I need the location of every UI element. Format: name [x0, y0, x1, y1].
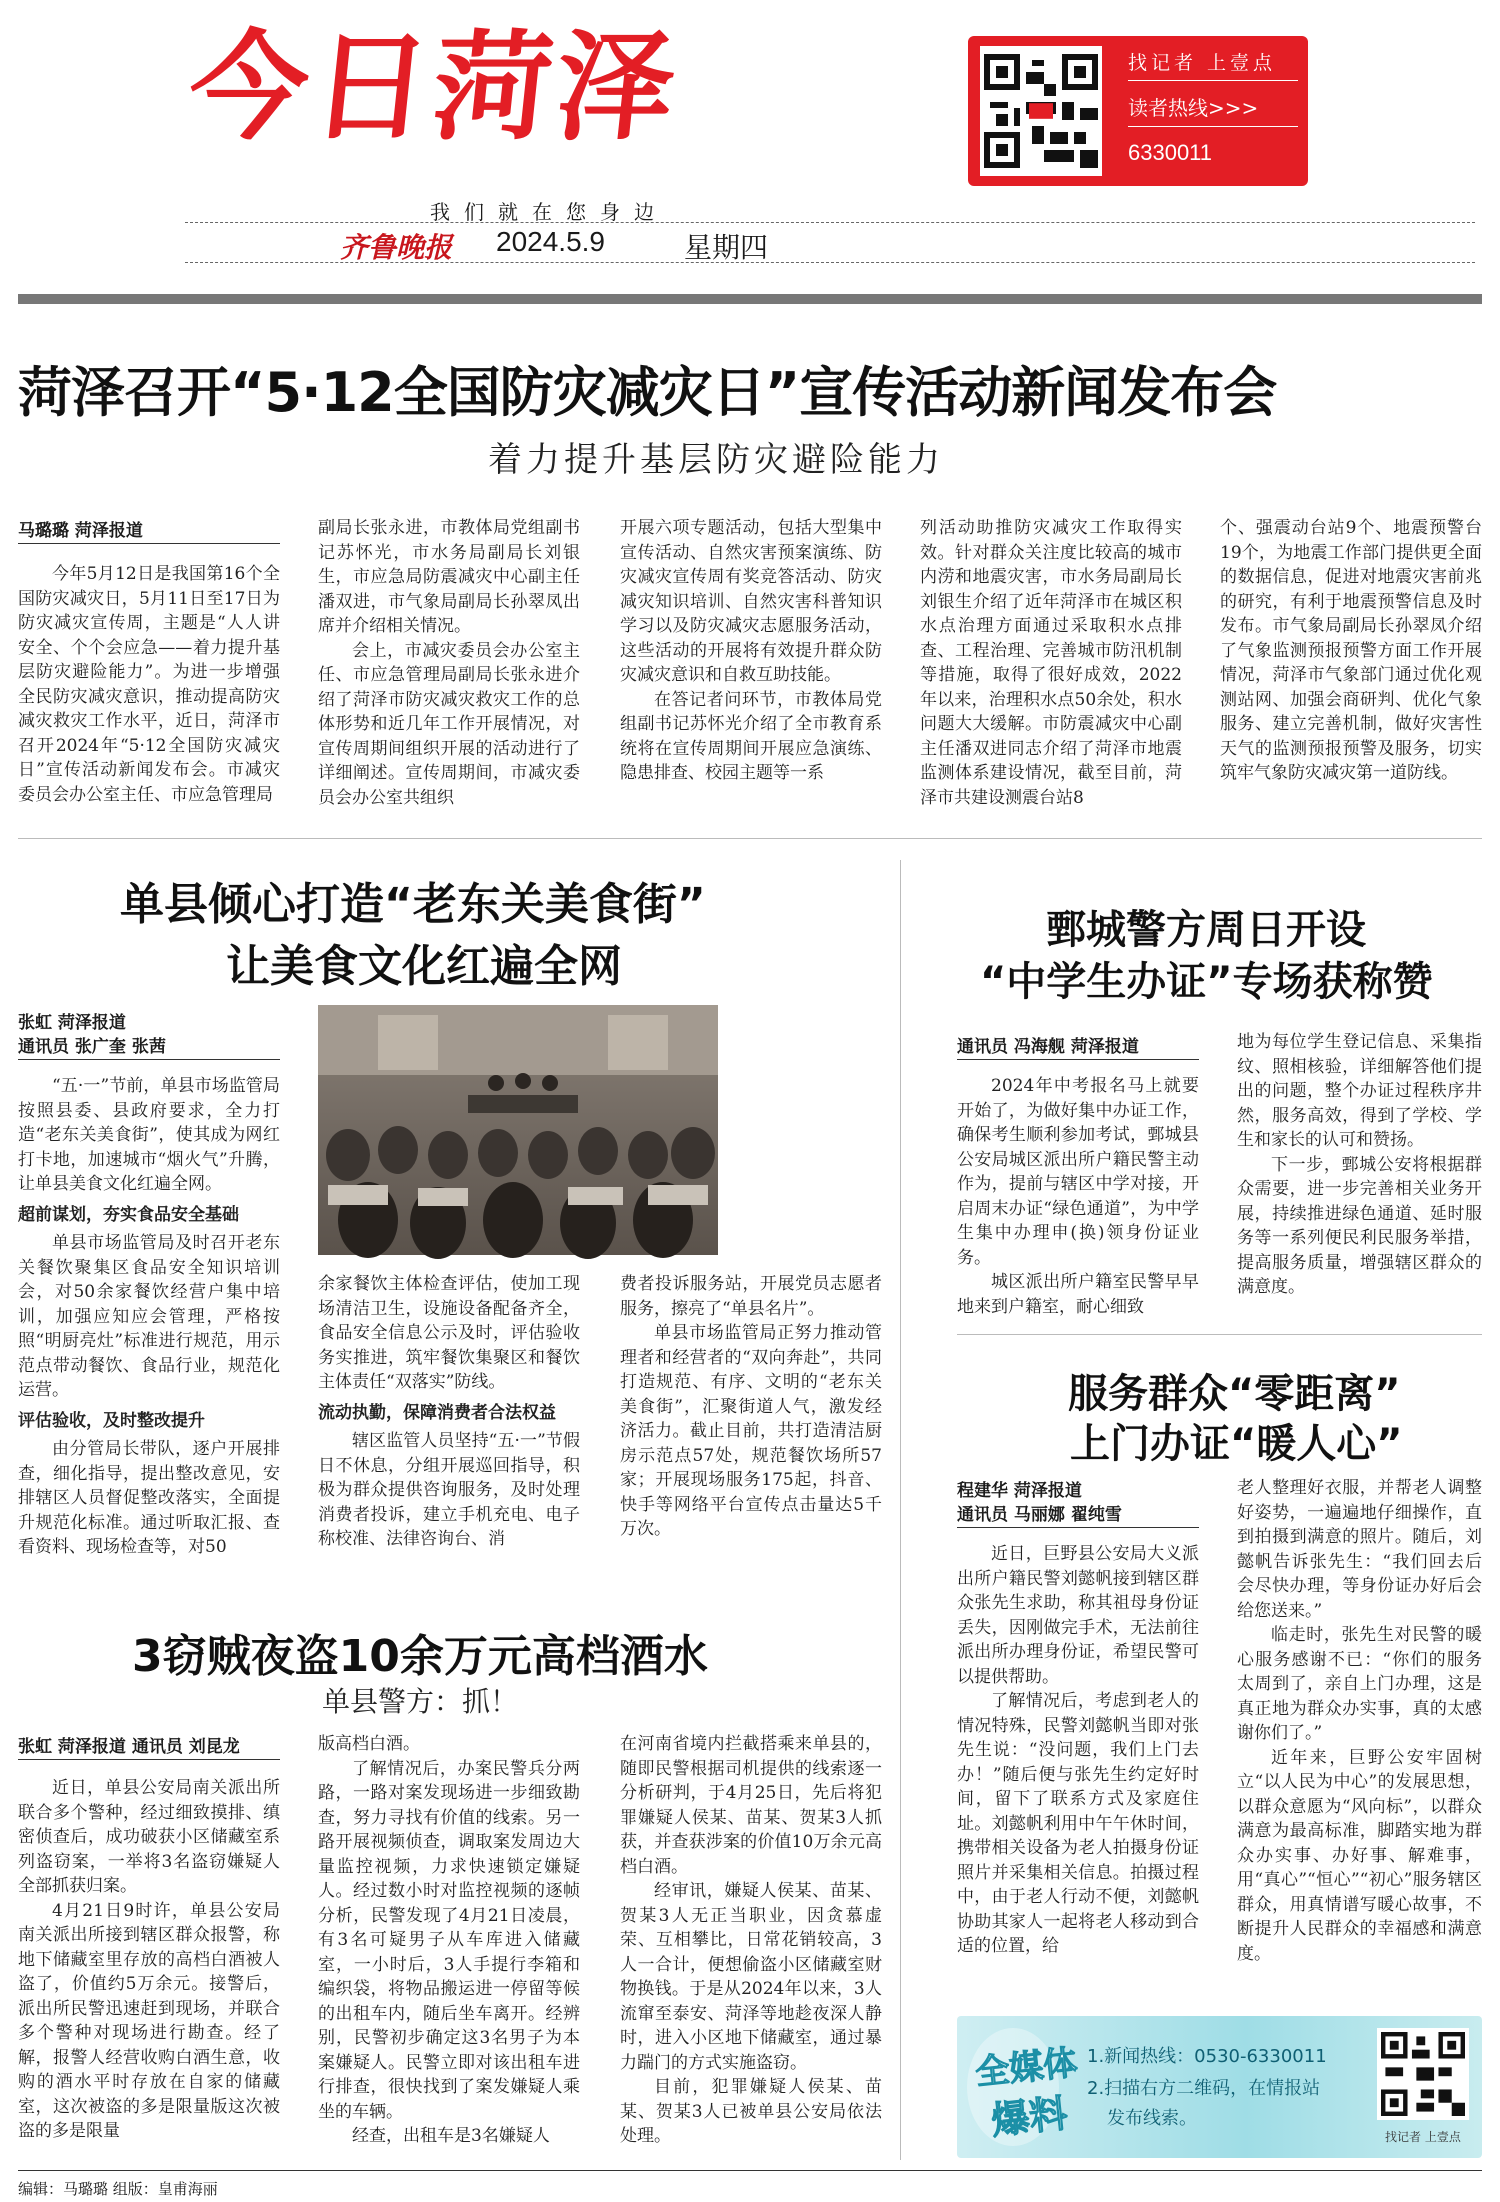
- hotline-number[interactable]: 6330011: [1128, 140, 1213, 165]
- food-byline-correspondents: 通讯员 张广奎 张茜: [18, 1032, 280, 1060]
- footer-rule: [18, 2170, 1482, 2171]
- redbox-rule: [1128, 126, 1298, 127]
- column-divider: [900, 860, 901, 2160]
- paper-name: 齐鲁晚报: [340, 231, 453, 264]
- service-headline-line1[interactable]: 服务群众“零距离”: [1068, 1371, 1401, 1417]
- juancheng-headline-line2[interactable]: “中学生办证”专场获称赞: [980, 959, 1433, 1005]
- service-column-1: 近日，巨野县公安局大义派出所户籍民警刘懿帆接到辖区群众张先生求助，称其祖母身份证丢失，因刚做完手术，无法前往派出所办理身份证，希望民警可以提供帮助。 了解情况后，考虑到老人的情况特殊，民警刘懿帆当即对张先生说：“没问题，我们上门去办！”随后便与张先生约定好时间，留下了联系方式及家庭住址。刘懿帆利用中午午休时间，携带相关设备为老人拍摄身份证照片并采集相关信息。拍摄过程中，由于老人行动不便，刘懿帆协助其家人一起将老人移动到合适的位置，给: [957, 1544, 1199, 1956]
- redbox-rule: [1128, 80, 1298, 81]
- banner-caption: 找记者 上壹点: [1385, 2130, 1461, 2144]
- lead-column-2: 副局长张永进，市教体局党组副书记苏怀光，市水务局副局长刘银生，市应急局防震减灾中心副主任潘双进，市气象局副局长孙翠凤出席并介绍相关情况。 会上，市减灾委员会办公室主任、市应急管理局副局长张永进介绍了菏泽市防灾减灾救灾工作的总体形势和近几年工作开展情况，对宣传周期间组织开展的活动进行了详细阐述。宣传周期间，市减灾委员会办公室共组织: [318, 518, 580, 808]
- masthead-slogan: 我们就在您身边: [430, 200, 668, 224]
- section-divider: [957, 1334, 1482, 1335]
- juancheng-headline-line1[interactable]: 鄄城警方周日开设: [1046, 907, 1366, 953]
- banner-line-3: 发布线索。: [1107, 2108, 1197, 2129]
- masthead-bar: [18, 294, 1482, 304]
- banner-title-line1: 全媒体: [973, 2042, 1080, 2094]
- banner-title-line2: 爆料: [989, 2091, 1070, 2143]
- theft-byline: 张虹 菏泽报道 通讯员 刘昆龙: [18, 1732, 280, 1760]
- theft-column-1: 近日，单县公安局南关派出所联合多个警种，经过细致摸排、缜密侦查后，成功破获小区储藏室系列盗窃案，一举将3名盗窃嫌疑人全部抓获归案。 4月21日9时许，单县公安局南关派出所接到辖区群众报警，称地下储藏室里存放的高档白酒被人盗了，价值约5万余元。接警后，派出所民警迅速赶到现场，并联合多个警种对现场进行勘查。经了解，报警人经营收购白酒生意，收购的酒水平时存放在自家的储藏室，这次被盗的多是限量版这次被盗的多是限量: [18, 1778, 280, 2141]
- food-section-heading: 评估验收，及时整改提升: [18, 1410, 205, 1431]
- lead-column-4: 列活动助推防灾减灾工作取得实效。针对群众关注度比较高的城市内涝和地震灾害，市水务局副局长刘银生介绍了近年菏泽市在城区积水点治理方面通过采取积水点排查、工程治理、完善城市防汛机制等措施，取得了很好成效，2022年以来，治理积水点50余处，积水问题大大缓解。市防震减灾中心副主任潘双进同志介绍了菏泽市地震监测体系建设情况，截至目前，菏泽市共建设测震台站8: [920, 518, 1182, 808]
- section-divider: [18, 838, 1482, 839]
- lead-column-5: 个、强震动台站9个、地震预警台19个，为地震工作部门提供更全面的数据信息，促进对地震灾害前兆的研究，有利于地震预警信息及时发布。市气象局副局长孙翠凤介绍了气象监测预报预警方面工作开展情况，菏泽市气象部门通过优化观测站网、加强会商研判、优化气象服务、建立完善机制，做好灾害性天气的监测预报预警及服务，切实筑牢气象防灾减灾第一道防线。: [1220, 518, 1482, 783]
- issue-weekday: 星期四: [684, 231, 769, 264]
- qr-code-icon[interactable]: [980, 46, 1102, 176]
- masthead-divider-lower: [185, 262, 1475, 263]
- banner-qr-code-icon[interactable]: [1377, 2028, 1469, 2120]
- food-column-1: “五·一”节前，单县市场监管局按照县委、县政府要求，全力打造“老东关美食街”，使其成为网红打卡地，加速城市“烟火气”升腾，让单县美食文化红遍全网。 超前谋划，夯实食品安全基础 单县市场监管局及时召开老东关餐饮聚集区食品安全知识培训会，对50余家餐饮经营户集中培训，加强应知应会管理，严格按照“明厨亮灶”标准进行规范，用示范点带动餐饮、食品行业，规范化运营。 评估验收，及时整改提升 由分管局长带队，逐户开展排查，细化指导，提出整改意见，安排辖区人员督促整改落实，全面提升规范化标准。通过听取汇报、查看资料、现场检查等，对50: [18, 1076, 280, 1557]
- lead-headline[interactable]: 菏泽召开“5·12全国防灾减灾日”宣传活动新闻发布会: [18, 361, 1277, 424]
- lead-subhead: 着力提升基层防灾避险能力: [488, 440, 944, 480]
- reader-hotline-box: [968, 36, 1308, 186]
- reporter-tagline: 找记者 上壹点: [1128, 52, 1277, 74]
- banner-line-1: 1.新闻热线：0530-6330011: [1087, 2046, 1327, 2067]
- food-column-2: 余家餐饮主体检查评估，使加工现场清洁卫生，设施设备配备齐全，食品安全信息公示及时，评估验收务实推进，筑牢餐饮集聚区和餐饮主体责任“双落实”防线。 流动执勤，保障消费者合法权益 辖区监管人员坚持“五·一”节假日不休息，分组开展巡回指导，积极为群众提供咨询服务，及时处理消费者投诉，建立手机充电、电子称校准、法律咨询台、消: [318, 1274, 580, 1549]
- juancheng-byline: 通讯员 冯海舰 菏泽报道: [957, 1032, 1199, 1060]
- lead-byline: 马璐璐 菏泽报道: [18, 516, 280, 544]
- banner-line-2: 2.扫描右方二维码，在情报站: [1087, 2078, 1321, 2099]
- food-headline-line2[interactable]: 让美食文化红遍全网: [226, 941, 622, 992]
- food-meeting-photo: [318, 1005, 718, 1255]
- food-byline: 张虹 菏泽报道: [18, 1013, 126, 1033]
- theft-headline[interactable]: 3窃贼夜盗10余万元高档酒水: [132, 1631, 708, 1682]
- food-headline-line1[interactable]: 单县倾心打造“老东关美食街”: [120, 879, 706, 930]
- juancheng-column-1: 2024年中考报名马上就要开始了，为做好集中办证工作，确保考生顺利参加考试，鄄城县公安局城区派出所户籍民警主动作为，提前与辖区中学对接，开启周末办证“绿色通道”，为中学生集中办理申(换)领身份证业务。 城区派出所户籍室民警早早地来到户籍室，耐心细致: [957, 1076, 1199, 1317]
- food-section-heading: 流动执勤，保障消费者合法权益: [318, 1402, 556, 1423]
- service-headline-line2[interactable]: 上门办证“暖人心”: [1070, 1421, 1403, 1467]
- juancheng-column-2: 地为每位学生登记信息、采集指纹、照相核验，详细解答他们提出的问题，整个办证过程秩序井然，服务高效，得到了学校、学生和家长的认可和赞扬。 下一步，鄄城公安将根据群众需要，进一步完善相关业务开展，持续推进绿色通道、延时服务等一系列便民利民服务举措，提高服务质量，增强辖区群众的满意度。: [1237, 1032, 1482, 1297]
- masthead-divider: [185, 222, 1475, 223]
- media-tipoff-banner[interactable]: [957, 2016, 1482, 2158]
- issue-date: 2024.5.9: [496, 226, 605, 257]
- editor-credits: 编辑：马璐璐 组版：皇甫海丽: [18, 2180, 218, 2198]
- lead-column-1: 今年5月12日是我国第16个全国防灾减灾日，5月11日至17日为防灾减灾宣传周，主题是“人人讲安全、个个会应急——着力提升基层防灾避险能力”。为进一步增强全民防灾减灾意识，推动提高防灾减灾救灾工作水平，近日，菏泽市召开2024年“5·12全国防灾减灾日”宣传活动新闻发布会。市减灾委员会办公室主任、市应急管理局: [18, 564, 280, 805]
- theft-column-2: 版高档白酒。 了解情况后，办案民警兵分两路，一路对案发现场进一步细致勘查，努力寻找有价值的线索。另一路开展视频侦查，调取案发周边大量监控视频，力求快速锁定嫌疑人。经过数小时对监控视频的逐帧分析，民警发现了4月21日凌晨，有3名可疑男子从车库进入储藏室，一小时后，3人手提行李箱和编织袋，将物品搬运进一停留等候的出租车内，随后坐车离开。经辨别，民警初步确定这3名男子为本案嫌疑人。民警立即对该出租车进行排查，很快找到了案发嫌疑人乘坐的车辆。 经查，出租车是3名嫌疑人: [318, 1734, 580, 2146]
- service-byline-correspondents: 通讯员 马丽娜 翟纯雪: [957, 1500, 1199, 1528]
- theft-column-3: 在河南省境内拦截搭乘来单县的，随即民警根据司机提供的线索逐一分析研判，于4月25日，先后将犯罪嫌疑人侯某、苗某、贺某3人抓获，并查获涉案的价值10万余元高档白酒。 经审讯，嫌疑人侯某、苗某、贺某3人无正当职业，因贪慕虚荣、互相攀比，日常花销较高，3人一合计，便想偷盗小区储藏室财物换钱。于是从2024年以来，3人流窜至泰安、菏泽等地趁夜深人静时，进入小区地下储藏室，通过暴力踹门的方式实施盗窃。 目前，犯罪嫌疑人侯某、苗某、贺某3人已被单县公安局依法处理。: [620, 1734, 882, 2146]
- food-column-3: 费者投诉服务站，开展党员志愿者服务，擦亮了“单县名片”。 单县市场监管局正努力推动管理者和经营者的“双向奔赴”，共同打造规范、有序、文明的“老东关美食街”，汇聚街道人气，激发经济活力。截止目前，共打造清洁厨房示范点57处，规范餐饮场所57家；开展现场服务175起，抖音、快手等网络平台宣传点击量达5千万次。: [620, 1274, 882, 1539]
- service-column-2: 老人整理好衣服，并帮老人调整好姿势，一遍遍地仔细操作，直到拍摄到满意的照片。随后，刘懿帆告诉张先生：“我们回去后会尽快办理，等身份证办好后会给您送来。” 临走时，张先生对民警的暖心服务感谢不已：“你们的服务太周到了，亲自上门办理，这是真正地为群众办实事，真的太感谢你们了。” 近年来，巨野公安牢固树立“以人民为中心”的发展思想，以群众意愿为“风向标”，以群众满意为最高标准，脚踏实地为群众办实事、办好事、解难事，用“真心”“恒心”“初心”服务辖区群众，用真情谱写暖心故事，不断提升人民群众的幸福感和满意度。: [1237, 1478, 1482, 1964]
- service-byline: 程建华 菏泽报道: [957, 1481, 1082, 1501]
- hotline-label: 读者热线>>>: [1128, 96, 1259, 120]
- food-section-heading: 超前谋划，夯实食品安全基础: [18, 1204, 239, 1225]
- theft-subhead: 单县警方：抓！: [322, 1685, 519, 1718]
- masthead-title: 今日菏泽: [182, 18, 686, 156]
- lead-column-3: 开展六项专题活动，包括大型集中宣传活动、自然灾害预案演练、防灾减灾宣传周有奖竞答活动、防灾减灾知识培训、自然灾害科普知识学习以及防灾减灾志愿服务活动，这些活动的开展将有效提升群众防灾减灾意识和自救互助技能。 在答记者问环节，市教体局党组副书记苏怀光介绍了全市教育系统将在宣传周期间开展应急演练、隐患排查、校园主题等一系: [620, 518, 882, 783]
